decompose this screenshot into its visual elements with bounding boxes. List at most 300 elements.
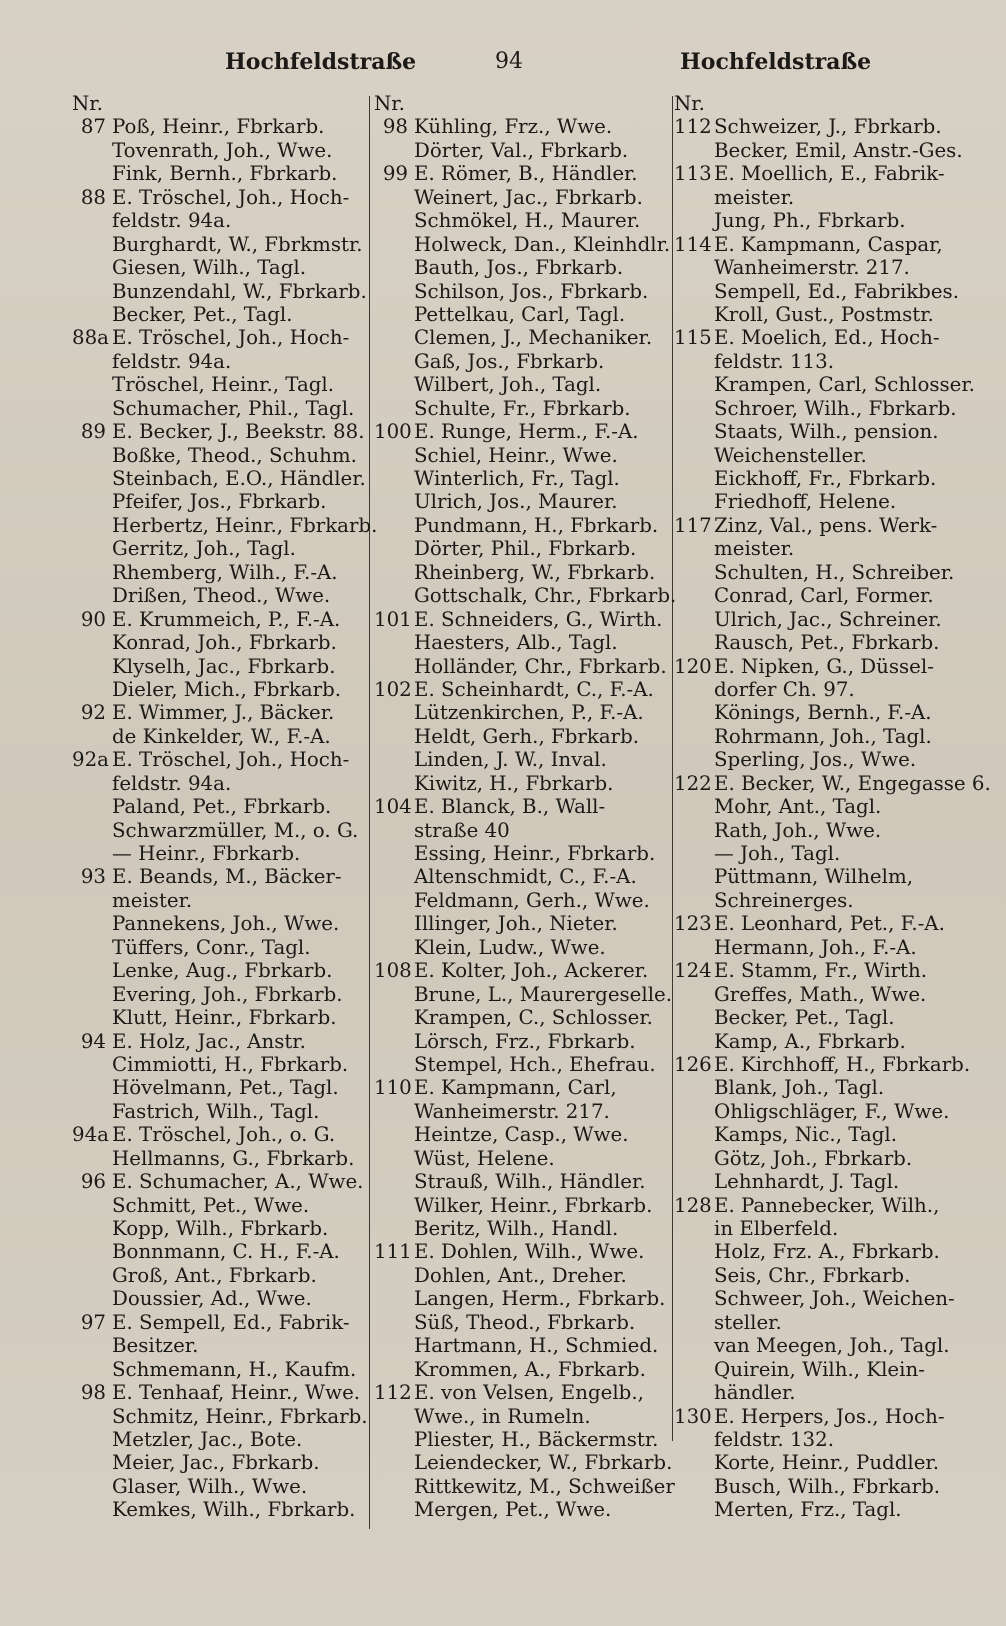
- resident-text: Pannekens, Joh., Wwe.: [112, 912, 340, 936]
- house-number: [674, 1498, 714, 1521]
- resident-text: feldstr. 94a.: [112, 209, 232, 233]
- directory-entry: [374, 865, 670, 888]
- directory-entry: [72, 1217, 368, 1240]
- directory-entry: [374, 1170, 670, 1193]
- house-number: [72, 467, 112, 490]
- house-number: [674, 701, 714, 724]
- directory-entry: [72, 772, 368, 795]
- house-number: [72, 842, 112, 865]
- resident-text: Conrad, Carl, Former.: [714, 584, 934, 608]
- resident-text: E. Kampmann, Caspar,: [714, 232, 943, 256]
- resident-text: E. Leonhard, Pet., F.-A.: [714, 912, 945, 936]
- resident-text: Dohlen, Ant., Dreher.: [414, 1263, 627, 1287]
- directory-entry: [374, 1451, 673, 1475]
- resident-text: E. Kampmann, Carl,: [414, 1076, 617, 1100]
- directory-entry: [374, 1311, 670, 1334]
- house-number: [374, 912, 414, 935]
- house-number: [72, 1451, 112, 1474]
- page-header: [0, 44, 1006, 80]
- house-number: [72, 725, 112, 748]
- resident-text: Hövelmann, Pet., Tagl.: [112, 1076, 339, 1100]
- house-number: [374, 1006, 414, 1029]
- resident-text: Lörsch, Frz., Fbrkarb.: [414, 1029, 636, 1053]
- directory-entry: [374, 373, 670, 396]
- house-number: [374, 444, 414, 467]
- resident-text: Winterlich, Fr., Tagl.: [414, 467, 620, 490]
- directory-entry: [72, 1030, 368, 1053]
- resident-text: Jung, Ph., Fbrkarb.: [714, 209, 906, 233]
- directory-entry: [674, 115, 980, 138]
- house-number: [674, 584, 714, 607]
- house-number: [374, 842, 414, 865]
- house-number: [72, 1287, 112, 1310]
- resident-text: Pliester, H., Bäckermstr.: [414, 1427, 659, 1451]
- resident-text: Beritz, Wilh., Handl.: [414, 1217, 619, 1240]
- directory-entry: [72, 936, 368, 959]
- directory-entry: [674, 444, 980, 467]
- directory-entry: [674, 1334, 980, 1357]
- resident-text: Konrad, Joh., Fbrkarb.: [112, 631, 337, 655]
- house-number: [674, 1451, 714, 1474]
- house-number: [374, 326, 414, 349]
- resident-text: Burghardt, W., Fbrkmstr.: [112, 232, 363, 256]
- resident-text: händler.: [714, 1381, 796, 1405]
- house-number: [674, 1076, 714, 1099]
- house-number: [72, 795, 112, 818]
- resident-text: in Elberfeld.: [714, 1217, 839, 1240]
- house-number: 87: [80, 115, 106, 139]
- house-number: 113: [674, 162, 712, 186]
- house-number: [72, 303, 112, 326]
- resident-text: Seis, Chr., Fbrkarb.: [714, 1263, 911, 1287]
- house-number: [374, 1498, 414, 1521]
- resident-text: Giesen, Wilh., Tagl.: [112, 256, 306, 280]
- house-number: [374, 725, 414, 748]
- house-number: 123: [674, 912, 712, 936]
- directory-entry: [674, 1475, 980, 1498]
- directory-entry: [674, 631, 980, 654]
- resident-text: Schweizer, J., Fbrkarb.: [714, 115, 942, 139]
- directory-entry: [674, 1217, 980, 1240]
- house-number: 94: [80, 1029, 106, 1053]
- house-number: [72, 772, 112, 795]
- house-number: [72, 1194, 112, 1217]
- resident-text: E. Moellich, E., Fabrik-: [714, 162, 945, 186]
- resident-text: Cimmiotti, H., Fbrkarb.: [112, 1052, 349, 1076]
- directory-entry: [674, 256, 980, 279]
- directory-entry: [674, 608, 980, 631]
- directory-entry: [374, 162, 670, 185]
- resident-text: E. Pannebecker, Wilh.,: [714, 1193, 940, 1217]
- directory-entry: [674, 865, 980, 888]
- resident-text: Rittkewitz, M., Schweißer: [414, 1474, 675, 1498]
- directory-entry: [674, 1240, 980, 1263]
- resident-text: Rheinberg, W., Fbrkarb.: [414, 560, 656, 584]
- directory-entry: [674, 139, 980, 162]
- directory-entry: [72, 959, 368, 982]
- directory-entry: [72, 819, 368, 842]
- resident-text: Boßke, Theod., Schuhm.: [112, 443, 357, 467]
- directory-entry: [674, 1170, 980, 1193]
- directory-entry: [674, 748, 980, 771]
- directory-entry: [674, 233, 980, 256]
- resident-text: E. Krummeich, P., F.-A.: [112, 607, 341, 631]
- house-number: [72, 561, 112, 584]
- resident-text: E. Tröschel, Joh., Hoch-: [112, 185, 350, 209]
- directory-entry: [374, 982, 673, 1006]
- house-number: [374, 139, 414, 162]
- directory-entry: [674, 1123, 980, 1146]
- house-number: [674, 678, 714, 701]
- house-number: [374, 373, 414, 396]
- directory-entry: [374, 1381, 670, 1404]
- directory-entry: [374, 444, 670, 467]
- resident-text: Merten, Frz., Tagl.: [714, 1498, 902, 1522]
- house-number: [374, 397, 414, 420]
- directory-entry: [674, 350, 980, 373]
- house-number: 98: [80, 1381, 106, 1405]
- directory-entry: [374, 303, 670, 326]
- house-number: [674, 1334, 714, 1357]
- house-number: [72, 631, 112, 654]
- directory-entry: [374, 1076, 670, 1099]
- resident-text: Klutt, Heinr., Fbrkarb.: [112, 1006, 337, 1030]
- house-number: [674, 865, 714, 888]
- house-number: 101: [374, 607, 412, 631]
- resident-text: Metzler, Jac., Bote.: [112, 1427, 303, 1451]
- resident-text: E. Holz, Jac., Anstr.: [112, 1029, 306, 1053]
- house-number: [72, 1264, 112, 1287]
- directory-entry: [674, 1451, 980, 1474]
- resident-text: E. Beands, M., Bäcker-: [112, 865, 342, 889]
- house-number: [674, 1311, 714, 1334]
- house-number: [72, 209, 112, 232]
- directory-entry: [674, 771, 991, 795]
- resident-text: Rath, Joh., Wwe.: [714, 818, 882, 842]
- resident-text: E. Moelich, Ed., Hoch-: [714, 326, 940, 350]
- directory-entry: [374, 467, 670, 490]
- directory-entry: [674, 420, 980, 443]
- house-number: [374, 819, 414, 842]
- directory-entry: [674, 1053, 980, 1076]
- resident-text: E. Kirchhoff, H., Fbrkarb.: [714, 1052, 971, 1076]
- house-number: [72, 678, 112, 701]
- house-number: [72, 139, 112, 162]
- directory-entry: [374, 631, 670, 654]
- resident-text: Brune, L., Maurergeselle.: [414, 982, 673, 1006]
- resident-text: Feldmann, Gerh., Wwe.: [414, 888, 650, 912]
- directory-entry: [72, 513, 378, 537]
- directory-entry: [374, 1334, 670, 1357]
- directory-entry: [374, 256, 670, 279]
- house-number: [72, 959, 112, 982]
- directory-entry: [72, 1194, 368, 1217]
- resident-text: Lehnhardt, J. Tagl.: [714, 1170, 900, 1194]
- directory-entry: [374, 209, 670, 232]
- resident-text: Gottschalk, Chr., Fbrkarb.: [414, 584, 677, 608]
- directory-entry: [674, 373, 980, 396]
- house-number: [72, 1334, 112, 1357]
- directory-entry: [72, 983, 368, 1006]
- directory-entry: [374, 772, 670, 795]
- directory-entry: [72, 162, 368, 185]
- resident-text: Kamp, A., Fbrkarb.: [714, 1029, 906, 1053]
- house-number: 99: [382, 162, 408, 186]
- house-number: [72, 514, 112, 537]
- directory-entry: [674, 678, 980, 701]
- directory-entry: [374, 748, 670, 771]
- directory-entry: [72, 912, 368, 935]
- house-number: [374, 561, 414, 584]
- house-number: [72, 1217, 112, 1240]
- resident-text: E. Blanck, B., Wall-: [414, 795, 606, 819]
- resident-text: Pfeifer, Jos., Fbrkarb.: [112, 490, 327, 514]
- house-number: 92a: [72, 748, 109, 772]
- house-number: [72, 1147, 112, 1170]
- directory-entry: [374, 514, 670, 537]
- resident-text: van Meegen, Joh., Tagl.: [714, 1334, 950, 1358]
- resident-text: Wanheimerstr. 217.: [414, 1099, 610, 1123]
- directory-entry: [72, 1311, 368, 1334]
- resident-text: Kopp, Wilh., Fbrkarb.: [112, 1217, 329, 1240]
- house-number: [374, 256, 414, 279]
- resident-text: E. Stamm, Fr., Wirth.: [714, 959, 928, 983]
- directory-entry: [72, 1170, 368, 1193]
- house-number: [72, 889, 112, 912]
- resident-text: Groß, Ant., Fbrkarb.: [112, 1263, 317, 1287]
- house-number: [374, 1123, 414, 1146]
- house-number: [374, 865, 414, 888]
- house-number: 111: [374, 1240, 412, 1264]
- resident-text: Drißen, Theod., Wwe.: [112, 584, 331, 608]
- house-number: [72, 1240, 112, 1263]
- house-number: [374, 350, 414, 373]
- directory-entry: [674, 514, 980, 537]
- resident-text: Sempell, Ed., Fabrikbes.: [714, 279, 959, 303]
- house-number: [374, 209, 414, 232]
- house-number: [72, 373, 112, 396]
- directory-entry: [72, 1240, 368, 1263]
- resident-text: — Joh., Tagl.: [714, 842, 841, 865]
- resident-text: Schwarzmüller, M., o. G.: [112, 818, 359, 842]
- resident-text: Pundmann, H., Fbrkarb.: [414, 513, 659, 537]
- directory-entry: [674, 725, 980, 748]
- directory-entry: [374, 1405, 670, 1428]
- directory-entry: [72, 1076, 368, 1099]
- directory-entry: [674, 1006, 980, 1029]
- resident-text: Strauß, Wilh., Händler.: [414, 1170, 646, 1194]
- resident-text: Mohr, Ant., Tagl.: [714, 795, 882, 819]
- house-number: 112: [374, 1381, 412, 1405]
- house-number: [374, 1358, 414, 1381]
- resident-text: E. Becker, W., Engegasse 6.: [714, 771, 991, 795]
- house-number: [72, 1405, 112, 1428]
- resident-text: Krampen, Carl, Schlosser.: [714, 373, 975, 397]
- directory-entry: [72, 631, 368, 654]
- directory-entry: [72, 1053, 368, 1076]
- house-number: [374, 748, 414, 771]
- resident-text: Schulten, H., Schreiber.: [714, 560, 955, 584]
- resident-text: meister.: [714, 185, 795, 209]
- resident-text: Pettelkau, Carl, Tagl.: [414, 302, 626, 326]
- house-number: [374, 1170, 414, 1193]
- directory-entry: [674, 467, 980, 490]
- house-number: [674, 209, 714, 232]
- directory-entry: [72, 1405, 368, 1428]
- directory-entry: [72, 420, 368, 443]
- resident-text: Besitzer.: [112, 1334, 199, 1358]
- house-number: [72, 1428, 112, 1451]
- resident-text: Paland, Pet., Fbrkarb.: [112, 795, 332, 819]
- house-number: [72, 983, 112, 1006]
- resident-text: Korte, Heinr., Puddler.: [714, 1451, 939, 1475]
- directory-entry: [374, 795, 670, 818]
- directory-entry: [674, 1194, 980, 1217]
- house-number: [674, 631, 714, 654]
- resident-text: Greffes, Math., Wwe.: [714, 982, 927, 1006]
- house-number: [374, 936, 414, 959]
- directory-entry: [72, 280, 368, 303]
- house-number: [374, 537, 414, 560]
- resident-text: straße 40: [414, 818, 510, 842]
- column-label: Nr.: [72, 92, 103, 115]
- directory-entry: [72, 1100, 368, 1123]
- house-number: [374, 1428, 414, 1451]
- house-number: [72, 819, 112, 842]
- house-number: [374, 1451, 414, 1474]
- directory-entry: [72, 795, 368, 818]
- resident-text: Becker, Pet., Tagl.: [112, 302, 293, 326]
- resident-text: Doussier, Ad., Wwe.: [112, 1287, 312, 1311]
- resident-text: de Kinkelder, W., F.-A.: [112, 724, 331, 748]
- house-number: 108: [374, 959, 412, 983]
- directory-entry: [72, 303, 368, 326]
- resident-text: Schreinerges.: [714, 888, 854, 912]
- directory-entry: [72, 537, 368, 560]
- resident-text: Wüst, Helene.: [414, 1146, 555, 1170]
- resident-text: E. von Velsen, Engelb.,: [414, 1381, 644, 1405]
- resident-text: Schilson, Jos., Fbrkarb.: [414, 279, 649, 303]
- house-number: [674, 1100, 714, 1123]
- directory-entry: [72, 186, 368, 209]
- house-number: [374, 1100, 414, 1123]
- resident-text: Dieler, Mich., Fbrkarb.: [112, 677, 342, 701]
- directory-entry: [374, 186, 670, 209]
- directory-entry: [72, 326, 368, 349]
- resident-text: Quirein, Wilh., Klein-: [714, 1357, 925, 1381]
- directory-entry: [374, 1053, 670, 1076]
- resident-text: Wilker, Heinr., Fbrkarb.: [414, 1193, 653, 1217]
- directory-entry: [374, 819, 670, 842]
- house-number: [72, 584, 112, 607]
- house-number: 93: [80, 865, 106, 889]
- resident-text: E. Wimmer, J., Bäcker.: [112, 701, 335, 725]
- resident-text: Dörter, Val., Fbrkarb.: [414, 138, 629, 162]
- column-label: Nr.: [374, 92, 405, 115]
- directory-entry: [674, 655, 980, 678]
- house-number: [374, 514, 414, 537]
- directory-entry: [374, 139, 670, 162]
- directory-entry: [674, 561, 980, 584]
- directory-entry: [72, 444, 368, 467]
- house-number: 89: [80, 420, 106, 444]
- directory-entry: [72, 256, 368, 279]
- house-number: [674, 1475, 714, 1498]
- directory-entry: [674, 1264, 980, 1287]
- resident-text: Heintze, Casp., Wwe.: [414, 1123, 629, 1147]
- directory-entry: [374, 1264, 670, 1287]
- resident-text: Tröschel, Heinr., Tagl.: [112, 373, 335, 397]
- resident-text: Becker, Emil, Anstr.-Ges.: [714, 138, 963, 162]
- resident-text: Weinert, Jac., Fbrkarb.: [414, 185, 643, 209]
- house-number: [674, 936, 714, 959]
- resident-text: Kroll, Gust., Postmstr.: [714, 302, 934, 326]
- resident-text: Süß, Theod., Fbrkarb.: [414, 1310, 636, 1334]
- directory-entry: [674, 1428, 980, 1451]
- house-number: 88: [80, 185, 106, 209]
- house-number: [674, 1170, 714, 1193]
- resident-text: Schmitz, Heinr., Fbrkarb.: [112, 1404, 368, 1428]
- directory-entry: [72, 1123, 368, 1146]
- directory-entry: [72, 209, 368, 232]
- house-number: [674, 373, 714, 396]
- house-number: [374, 983, 414, 1006]
- resident-text: Kemkes, Wilh., Fbrkarb.: [112, 1498, 356, 1522]
- directory-entry: [674, 303, 980, 326]
- resident-text: Rohrmann, Joh., Tagl.: [714, 724, 932, 748]
- column-2: [374, 92, 677, 1522]
- resident-text: Holz, Frz. A., Fbrkarb.: [714, 1240, 940, 1264]
- resident-text: Bauth, Jos., Fbrkarb.: [414, 256, 624, 280]
- directory-entry: [374, 936, 670, 959]
- house-number: [674, 1264, 714, 1287]
- house-number: 102: [374, 677, 412, 701]
- house-number: [674, 1123, 714, 1146]
- directory-entry: [374, 280, 670, 303]
- resident-text: Ulrich, Jos., Maurer.: [414, 490, 618, 514]
- resident-text: Krampen, C., Schlosser.: [414, 1006, 653, 1030]
- directory-entry: [374, 350, 670, 373]
- directory-entry: [72, 1451, 368, 1474]
- resident-text: E. Tröschel, Joh., Hoch-: [112, 326, 350, 350]
- directory-entry: [674, 1147, 980, 1170]
- directory-entry: [374, 584, 677, 608]
- house-number: [374, 186, 414, 209]
- house-number: [72, 1100, 112, 1123]
- directory-entry: [674, 1076, 980, 1099]
- resident-text: Stempel, Hch., Ehefrau.: [414, 1052, 656, 1076]
- resident-text: Püttmann, Wilhelm,: [714, 865, 914, 889]
- house-number: 94a: [72, 1123, 109, 1147]
- house-number: [72, 936, 112, 959]
- directory-entry: [72, 139, 368, 162]
- directory-entry: [674, 842, 980, 865]
- directory-entry: [674, 186, 980, 209]
- resident-text: E. Schneiders, G., Wirth.: [414, 607, 663, 631]
- resident-text: feldstr. 113.: [714, 349, 835, 373]
- house-number: 97: [80, 1310, 106, 1334]
- resident-text: dorfer Ch. 97.: [714, 677, 855, 701]
- house-number: [72, 537, 112, 560]
- column-divider: [672, 96, 673, 1441]
- directory-entry: [374, 537, 670, 560]
- resident-text: Evering, Joh., Fbrkarb.: [112, 982, 343, 1006]
- directory-entry: [72, 1358, 368, 1381]
- directory-entry: [374, 233, 670, 256]
- resident-text: E. Dohlen, Wilh., Wwe.: [414, 1240, 645, 1264]
- directory-entry: [374, 1474, 675, 1498]
- resident-text: Wwe., in Rumeln.: [414, 1404, 591, 1428]
